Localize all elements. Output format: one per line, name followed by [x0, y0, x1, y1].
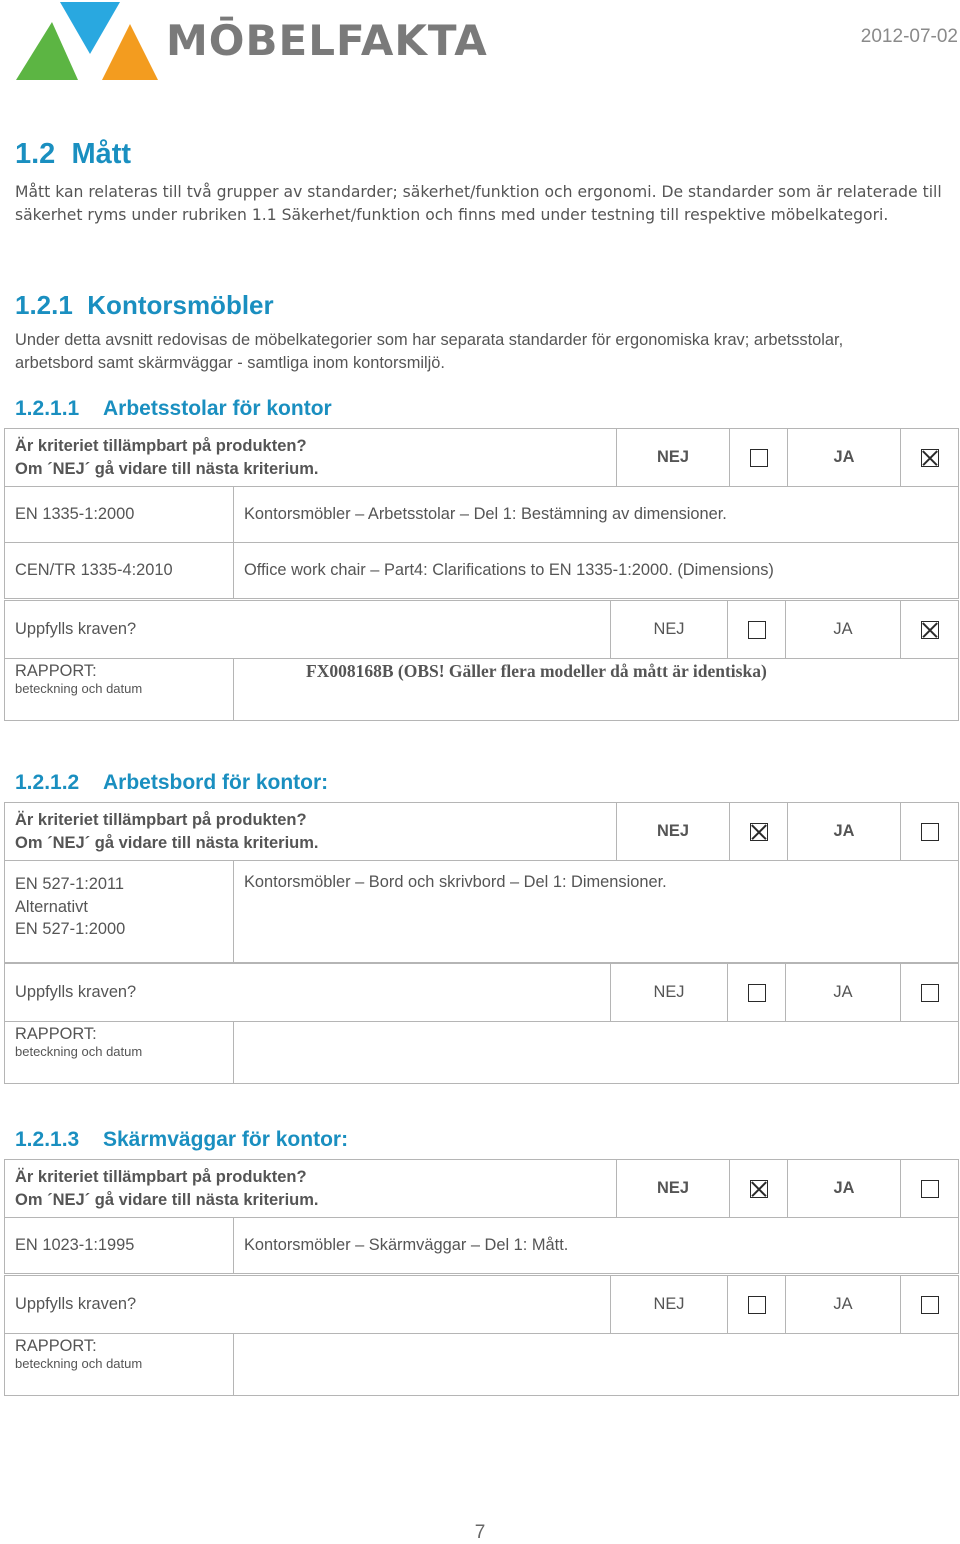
report-label: RAPPORT: — [15, 662, 97, 680]
report-sublabel: beteckning och datum — [15, 681, 143, 696]
subsection-line: Under detta avsnitt redovisas de möbelkategorier som har separata standarder för ergonomiska krav; arbetsstolar, — [15, 331, 844, 349]
fulfilment-table — [4, 963, 959, 1084]
mobelfakta-logo-icon — [16, 2, 161, 82]
applicable-hint-text: Om ´NEJ´ gå vidare till nästa kriterium. — [15, 459, 319, 478]
standard-code-line: Alternativt — [15, 897, 88, 916]
header-date: 2012-07-02 — [860, 26, 958, 47]
nej-label: NEJ — [611, 1276, 728, 1334]
intro-line: Mått kan relateras till två grupper av standarder; säkerhet/funktion och ergonomi. De standarder som är relaterade till — [15, 183, 942, 201]
ja-checkbox[interactable] — [921, 984, 939, 1002]
report-label: RAPPORT: — [15, 1025, 97, 1043]
standard-code: EN 1023-1:1995 — [5, 1218, 234, 1274]
ja-label: JA — [786, 964, 901, 1022]
report-sublabel: beteckning och datum — [15, 1044, 143, 1059]
ja-label: JA — [786, 601, 901, 659]
applicable-question — [5, 429, 617, 487]
nej-label: NEJ — [611, 601, 728, 659]
applicable-q-text: Är kriteriet tillämpbart på produkten? — [15, 1167, 307, 1186]
nej-checkbox[interactable] — [748, 621, 766, 639]
nej-checkbox[interactable] — [748, 984, 766, 1002]
report-label-cell — [5, 659, 234, 721]
standard-code: EN 1335-1:2000 — [5, 487, 234, 543]
report-sublabel: beteckning och datum — [15, 1356, 143, 1371]
criterion-number: 1.2.1.2 — [15, 771, 80, 794]
nej-checkbox-checked[interactable] — [750, 1180, 768, 1198]
ja-checkbox-cell[interactable] — [901, 601, 959, 659]
nej-checkbox-cell[interactable] — [730, 803, 788, 861]
applicable-q-text: Är kriteriet tillämpbart på produkten? — [15, 810, 307, 829]
nej-label: NEJ — [617, 803, 730, 861]
report-label-cell — [5, 1334, 234, 1396]
nej-label: NEJ — [617, 1160, 730, 1218]
nej-checkbox-cell[interactable] — [730, 429, 788, 487]
standard-code — [5, 861, 234, 963]
subsection-number: 1.2.1 — [15, 290, 73, 320]
fulfilled-question: Uppfylls kraven? — [5, 601, 611, 659]
nej-checkbox-cell[interactable] — [730, 1160, 788, 1218]
report-label-cell — [5, 1022, 234, 1084]
ja-checkbox[interactable] — [921, 1180, 939, 1198]
applicable-question — [5, 1160, 617, 1218]
ja-label: JA — [786, 1276, 901, 1334]
standard-desc: Office work chair – Part4: Clarifications to EN 1335-1:2000. (Dimensions) — [234, 543, 959, 599]
fulfilled-question: Uppfylls kraven? — [5, 964, 611, 1022]
section-intro — [15, 181, 945, 226]
fulfilment-table — [4, 1275, 959, 1396]
report-value-cell[interactable] — [234, 1022, 959, 1084]
ja-checkbox-cell[interactable] — [901, 803, 959, 861]
criterion-number: 1.2.1.3 — [15, 1128, 80, 1151]
subsection-text — [15, 329, 945, 374]
standard-code: CEN/TR 1335-4:2010 — [5, 543, 234, 599]
nej-label: NEJ — [611, 964, 728, 1022]
applicable-q-text: Är kriteriet tillämpbart på produkten? — [15, 436, 307, 455]
report-value-cell[interactable] — [234, 659, 959, 721]
ja-checkbox[interactable] — [921, 1296, 939, 1314]
subsection-heading — [15, 290, 274, 321]
logo-text: MŌBELFAKTA — [166, 16, 488, 65]
criterion-heading — [15, 771, 328, 795]
standard-desc: Kontorsmöbler – Bord och skrivbord – Del 1: Dimensioner. — [234, 861, 959, 963]
nej-checkbox-cell[interactable] — [728, 964, 786, 1022]
fulfilment-table — [4, 600, 959, 721]
ja-checkbox-cell[interactable] — [901, 1276, 959, 1334]
report-value: FX008168B (OBS! Gäller flera modeller då mått är identiska) — [306, 661, 767, 681]
fulfilled-question: Uppfylls kraven? — [5, 1276, 611, 1334]
standard-desc: Kontorsmöbler – Arbetsstolar – Del 1: Bestämning av dimensioner. — [234, 487, 959, 543]
criterion-number: 1.2.1.1 — [15, 397, 80, 420]
applicability-table — [4, 428, 959, 599]
criterion-heading — [15, 1128, 348, 1152]
nej-checkbox-checked[interactable] — [750, 823, 768, 841]
report-label: RAPPORT: — [15, 1337, 97, 1355]
ja-label: JA — [788, 429, 901, 487]
section-heading — [15, 138, 131, 171]
ja-checkbox-checked[interactable] — [921, 621, 939, 639]
criterion-title: Arbetsbord för kontor: — [103, 771, 329, 794]
applicable-hint-text: Om ´NEJ´ gå vidare till nästa kriterium. — [15, 833, 319, 852]
nej-checkbox-cell[interactable] — [728, 601, 786, 659]
report-value-cell[interactable] — [234, 1334, 959, 1396]
applicability-table — [4, 802, 959, 963]
subsection-line: arbetsbord samt skärmväggar - samtliga inom kontorsmiljö. — [15, 353, 445, 372]
intro-line: säkerhet ryms under rubriken 1.1 Säkerhet/funktion och finns med under testning till respektive möbelkategori. — [15, 205, 889, 224]
nej-checkbox[interactable] — [748, 1296, 766, 1314]
criterion-heading — [15, 397, 332, 421]
page-number: 7 — [474, 1522, 486, 1543]
ja-label: JA — [788, 803, 901, 861]
subsection-title: Kontorsmöbler — [87, 290, 274, 320]
criterion-title: Arbetsstolar för kontor — [103, 397, 332, 420]
ja-label: JA — [788, 1160, 901, 1218]
nej-label: NEJ — [617, 429, 730, 487]
ja-checkbox-checked[interactable] — [921, 449, 939, 467]
criterion-title: Skärmväggar för kontor: — [103, 1128, 349, 1151]
applicable-question — [5, 803, 617, 861]
section-title: Mått — [71, 138, 132, 170]
applicability-table — [4, 1159, 959, 1274]
nej-checkbox[interactable] — [750, 449, 768, 467]
standard-code-line: EN 527-1:2000 — [15, 920, 126, 938]
ja-checkbox-cell[interactable] — [901, 964, 959, 1022]
nej-checkbox-cell[interactable] — [728, 1276, 786, 1334]
applicable-hint-text: Om ´NEJ´ gå vidare till nästa kriterium. — [15, 1190, 319, 1209]
standard-code-line: EN 527-1:2011 — [15, 875, 125, 893]
ja-checkbox-cell[interactable] — [901, 429, 959, 487]
section-number: 1.2 — [15, 138, 56, 170]
ja-checkbox[interactable] — [921, 823, 939, 841]
ja-checkbox-cell[interactable] — [901, 1160, 959, 1218]
standard-desc: Kontorsmöbler – Skärmväggar – Del 1: Mått. — [234, 1218, 959, 1274]
